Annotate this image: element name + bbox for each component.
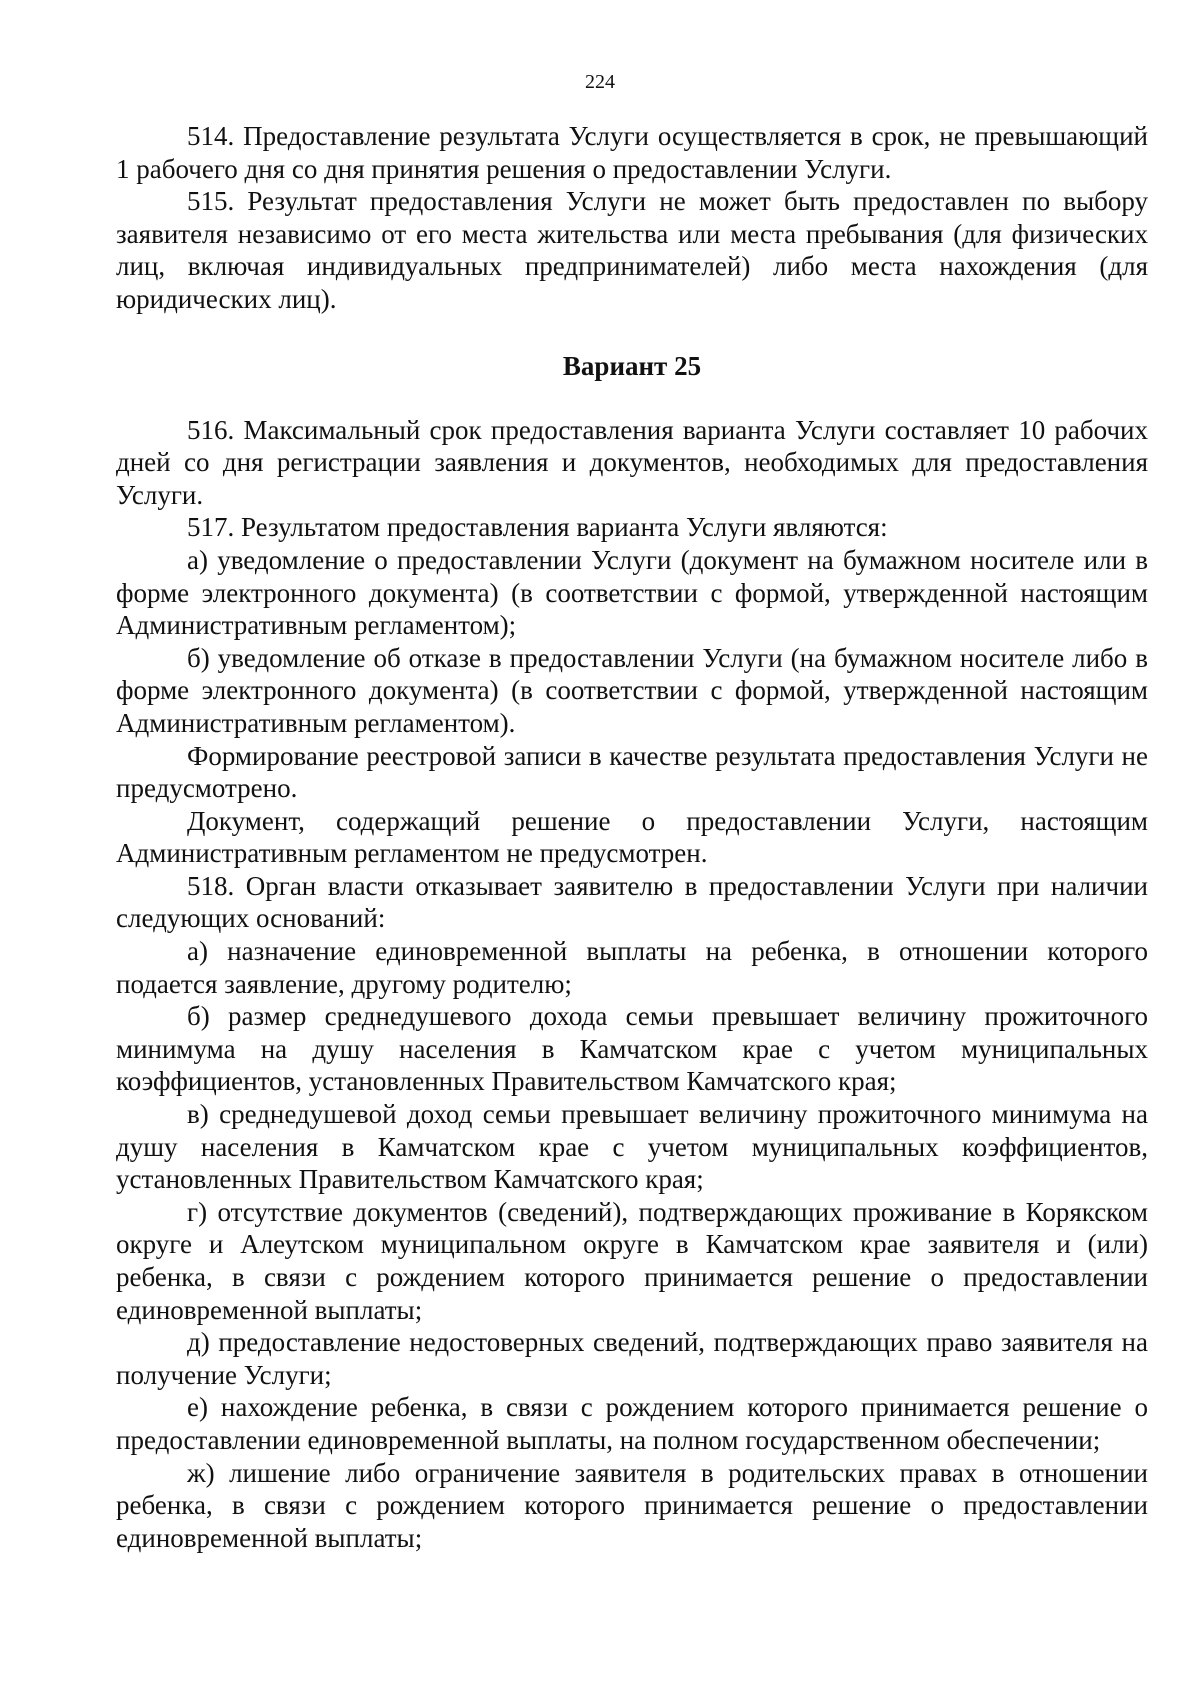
paragraph-518-b: б) размер среднедушевого дохода семьи превышает величину прожиточного минимума на душу населения в Камчатском крае с учетом муниципальных коэффициентов, установленных Правительством Камчатского края; <box>116 1001 1148 1097</box>
page-number: 224 <box>585 71 615 93</box>
paragraph-518-a: а) назначение единовременной выплаты на ребенка, в отношении которого подается заявление, другому родителю; <box>116 936 1148 999</box>
paragraph-517: 517. Результатом предоставления варианта Услуги являются: <box>187 512 888 543</box>
paragraph-518: 518. Орган власти отказывает заявителю в предоставлении Услуги при наличии следующих оснований: <box>116 870 1148 934</box>
section-heading: Вариант 25 <box>562 350 702 381</box>
paragraph-516: 516. Максимальный срок предоставления варианта Услуги составляет 10 рабочих дней со дня регистрации заявления и документов, необходимых для предоставления Услуги. <box>116 414 1148 510</box>
paragraph-517-a: а) уведомление о предоставлении Услуги (документ на бумажном носителе или в форме электронного документа) (в соответствии с формой, утвержденной настоящим Административным регламентом); <box>116 544 1148 641</box>
paragraph-517-b: б) уведомление об отказе в предоставлении Услуги (на бумажном носителе либо в форме электронного документа) (в соответствии с формой, утвержденной настоящим Административным регламентом). <box>116 642 1148 738</box>
paragraph-515: 515. Результат предоставления Услуги не может быть предоставлен по выбору заявителя независимо от его места жительства или места пребывания (для физических лиц, включая индивидуальных предпринимателей) либо места нахождения (для юридических лиц). <box>116 186 1148 314</box>
paragraph-document-note: Документ, содержащий решение о предоставлении Услуги, настоящим Административным регламентом не предусмотрен. <box>116 805 1148 869</box>
paragraph-518-zh: ж) лишение либо ограничение заявителя в родительских правах в отношении ребенка, в связи с рождением которого принимается решение о предоставлении единовременной выплаты; <box>116 1457 1148 1553</box>
document-body <box>116 120 1148 1554</box>
paragraph-518-e: е) нахождение ребенка, в связи с рождением которого принимается решение о предоставлении единовременной выплаты, на полном государственном обеспечении; <box>116 1392 1148 1455</box>
paragraph-518-d: д) предоставление недостоверных сведений, подтверждающих право заявителя на получение Услуги; <box>116 1327 1148 1390</box>
paragraph-514: 514. Предоставление результата Услуги осуществляется в срок, не превышающий 1 рабочего дня со дня принятия решения о предоставлении Услуги. <box>116 121 1148 184</box>
paragraph-518-v: в) среднедушевой доход семьи превышает величину прожиточного минимума на душу населения в Камчатском крае с учетом муниципальных коэффициентов, установленных Правительством Камчатского края; <box>116 1099 1148 1195</box>
paragraph-registry-note: Формирование реестровой записи в качестве результата предоставления Услуги не предусмотрено. <box>116 740 1148 804</box>
paragraph-518-g: г) отсутствие документов (сведений), подтверждающих проживание в Корякском округе и Алеутском муниципальном округе в Камчатском крае заявителя и (или) ребенка, в связи с рождением которого принимается решение о предоставлении единовременной выплаты; <box>116 1196 1148 1325</box>
